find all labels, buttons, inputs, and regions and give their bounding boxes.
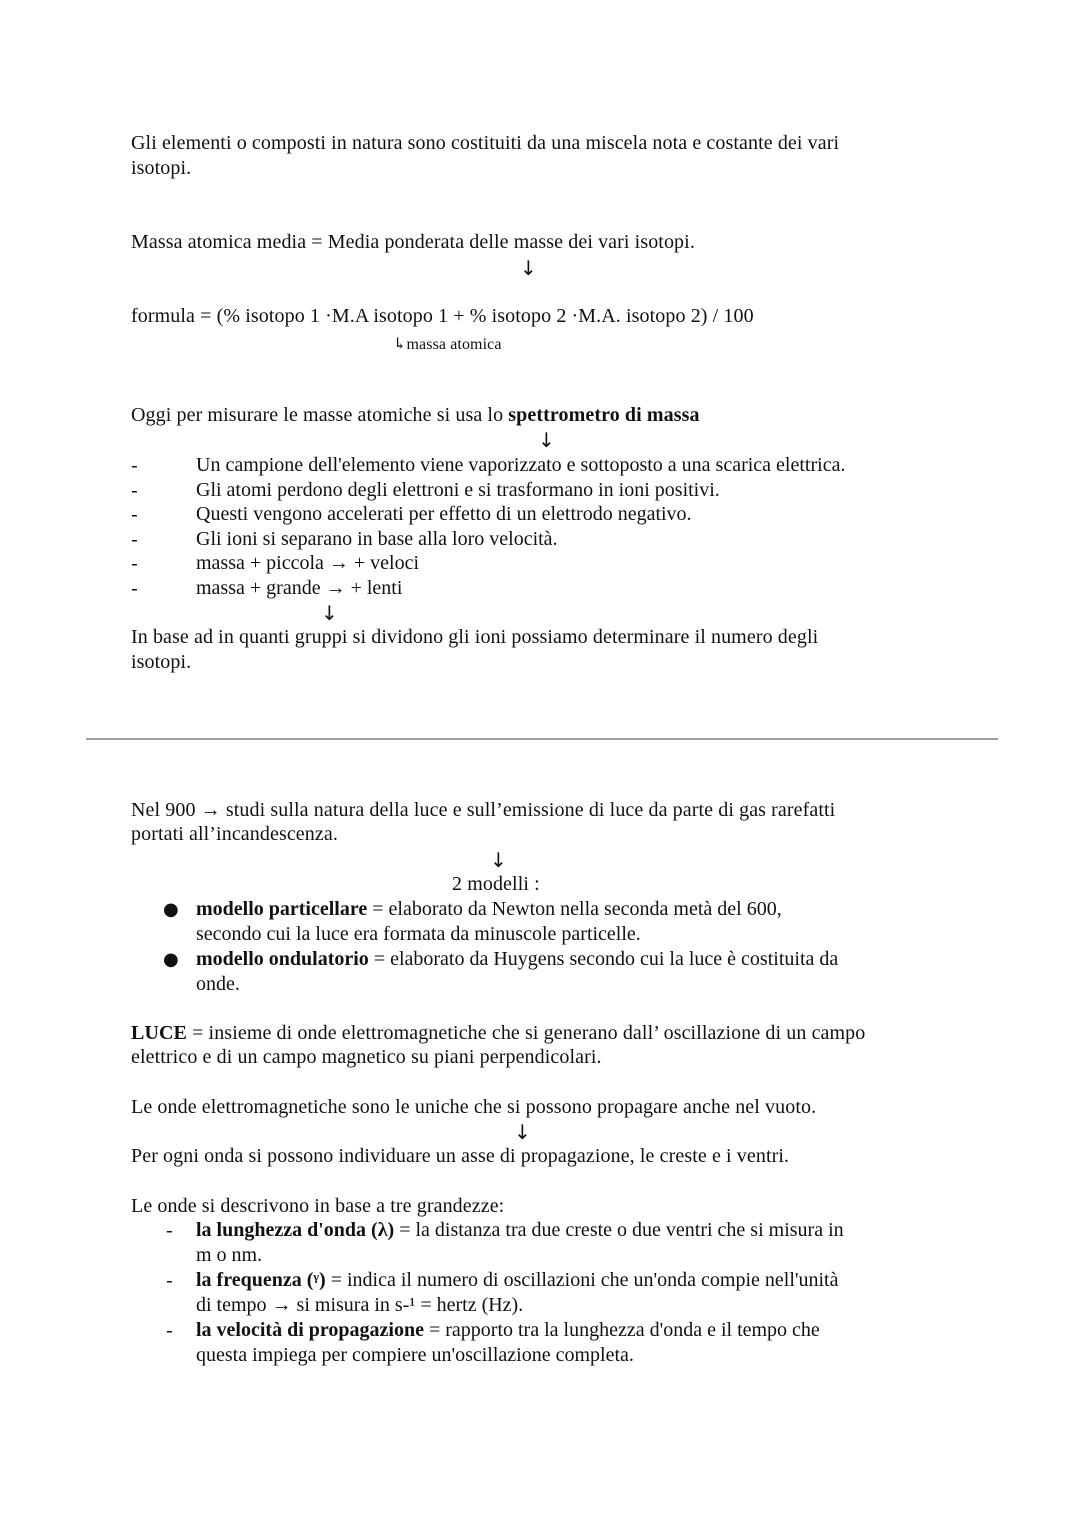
grandezza-term: la lunghezza d'onda (λ) bbox=[196, 1219, 395, 1241]
formula-note: ↳massa atomica bbox=[393, 336, 502, 353]
dash-icon: - bbox=[166, 1318, 173, 1342]
model-term: modello particellare bbox=[196, 898, 368, 920]
model-term: modello ondulatorio bbox=[196, 948, 369, 970]
formula-text: formula = (% isotopo 1 ·M.A isotopo 1 + % isotopo 2 ·M.A. isotopo 2) / 100 bbox=[131, 305, 754, 327]
dash-icon: - bbox=[131, 576, 138, 600]
model-item-particellare bbox=[196, 897, 782, 922]
step-item: massa + grande → + lenti bbox=[196, 577, 403, 599]
massa-media-definition: Massa atomica media = Media ponderata delle masse dei vari isotopi. bbox=[131, 231, 695, 253]
intro-text-line2: isotopi. bbox=[131, 157, 192, 179]
onde-vuoto-text: Le onde elettromagnetiche sono le uniche che si possono propagare anche nel vuoto. bbox=[131, 1096, 817, 1118]
model-desc: = elaborato da Newton nella seconda metà del 600, bbox=[367, 898, 782, 920]
arrow-down-icon: ↓ bbox=[538, 428, 555, 452]
step-item: massa + piccola → + veloci bbox=[196, 552, 420, 574]
bullet-icon: ● bbox=[163, 949, 179, 970]
model-desc-line2: secondo cui la luce era formata da minuscole particelle. bbox=[196, 923, 641, 945]
step-item: Un campione dell'elemento viene vaporizzato e sottoposto a una scarica elettrica. bbox=[196, 454, 846, 476]
bullet-icon: ● bbox=[163, 899, 179, 920]
intro-text-line1: Gli elementi o composti in natura sono costituiti da una miscela nota e costante dei vari bbox=[131, 132, 840, 154]
luce-desc: = insieme di onde elettromagnetiche che si generano dall’ oscillazione di un campo bbox=[186, 1022, 866, 1044]
arrow-down-icon: ↓ bbox=[520, 256, 537, 280]
section-divider bbox=[86, 738, 998, 740]
grandezza-item-lunghezza bbox=[196, 1218, 844, 1243]
dash-icon: - bbox=[166, 1268, 173, 1292]
grandezza-desc-line2: questa impiega per compiere un'oscillazione completa. bbox=[196, 1344, 634, 1366]
spettrometro-term: spettrometro di massa bbox=[508, 404, 700, 426]
dash-icon: - bbox=[131, 527, 138, 551]
grandezza-desc: = rapporto tra la lunghezza d'onda e il tempo che bbox=[423, 1319, 820, 1341]
model-item-ondulatorio bbox=[196, 947, 838, 972]
luce-definition-line2: elettrico e di un campo magnetico su piani perpendicolari. bbox=[131, 1046, 602, 1068]
step-item: Gli atomi perdono degli elettroni e si trasformano in ioni positivi. bbox=[196, 479, 720, 501]
dash-icon: - bbox=[131, 453, 138, 477]
ogni-onda-text: Per ogni onda si possono individuare un asse di propagazione, le creste e i ventri. bbox=[131, 1145, 790, 1167]
arrow-down-icon: ↓ bbox=[490, 848, 507, 872]
grandezza-desc-line2: m o nm. bbox=[196, 1244, 263, 1266]
arrow-down-icon: ↓ bbox=[321, 601, 338, 625]
spettrometro-prefix: Oggi per misurare le masse atomiche si usa lo bbox=[131, 404, 509, 426]
dash-icon: - bbox=[166, 1218, 173, 1242]
grandezza-desc: = indica il numero di oscillazioni che un'onda compie nell'unità bbox=[325, 1269, 839, 1291]
grandezze-intro: Le onde si descrivono in base a tre grandezze: bbox=[131, 1195, 505, 1217]
dash-icon: - bbox=[131, 478, 138, 502]
grandezza-item-frequenza bbox=[196, 1268, 838, 1293]
grandezza-term: la velocità di propagazione bbox=[196, 1319, 424, 1341]
step-item: Gli ioni si separano in base alla loro velocità. bbox=[196, 528, 558, 550]
dash-icon: - bbox=[131, 502, 138, 526]
nel900-line1: Nel 900 → studi sulla natura della luce e sull’emissione di luce da parte di gas rarefatti bbox=[131, 799, 836, 821]
grandezza-term: la frequenza (ᵞ) bbox=[196, 1269, 326, 1291]
grandezza-item-velocita bbox=[196, 1318, 820, 1343]
grandezza-desc-line2: di tempo → si misura in s-¹ = hertz (Hz). bbox=[196, 1294, 524, 1316]
grandezza-desc: = la distanza tra due creste o due ventri che si misura in bbox=[394, 1219, 844, 1241]
conclusion-line1: In base ad in quanti gruppi si dividono gli ioni possiamo determinare il numero degli bbox=[131, 626, 819, 648]
nel900-line2: portati all’incandescenza. bbox=[131, 823, 338, 845]
due-modelli-label: 2 modelli : bbox=[452, 873, 540, 895]
step-item: Questi vengono accelerati per effetto di un elettrodo negativo. bbox=[196, 503, 692, 525]
model-desc: = elaborato da Huygens secondo cui la luce è costituita da bbox=[368, 948, 839, 970]
conclusion-line2: isotopi. bbox=[131, 651, 192, 673]
spettrometro-line bbox=[131, 403, 700, 428]
arrow-down-icon: ↓ bbox=[514, 1120, 531, 1144]
luce-term: LUCE bbox=[131, 1022, 187, 1044]
luce-definition-line1 bbox=[131, 1021, 865, 1046]
dash-icon: - bbox=[131, 551, 138, 575]
model-desc-line2: onde. bbox=[196, 973, 240, 995]
